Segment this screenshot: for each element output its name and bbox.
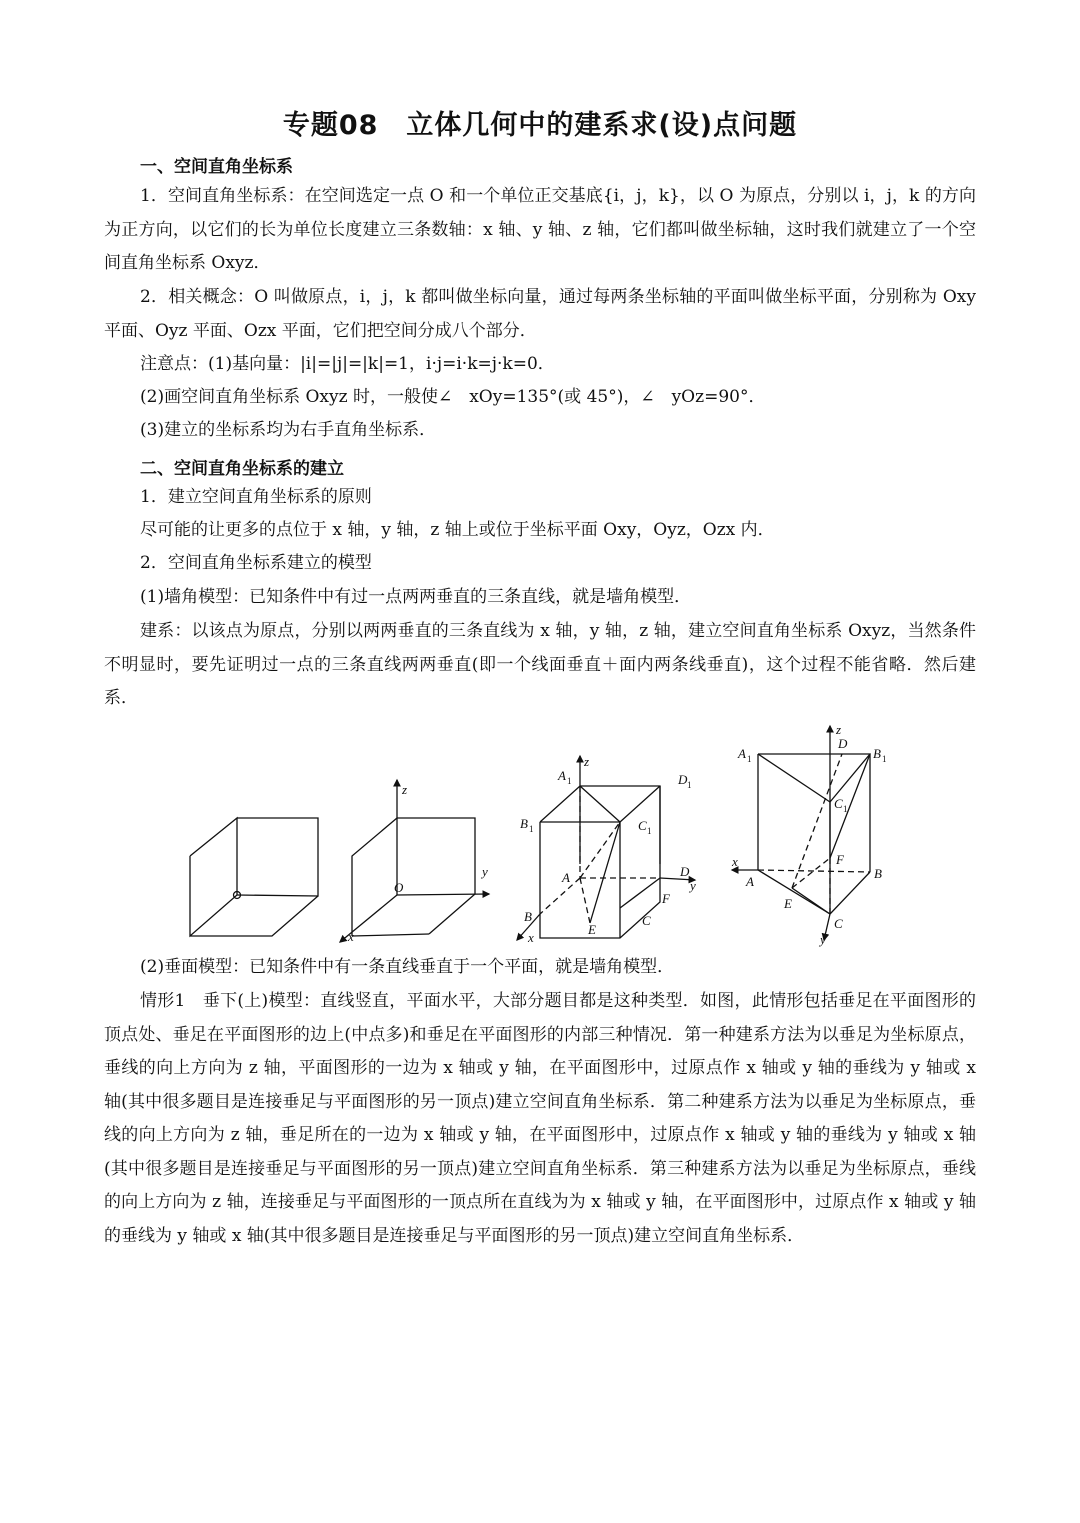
fig3-sub-a1: 1 [567,776,572,786]
fig4-sub-a1: 1 [747,754,752,764]
fig3-label-z: z [584,754,590,769]
paragraph-related-concepts: 2．相关概念：O 叫做原点，i，j，k 都叫做坐标向量，通过每两条坐标轴的平面叫做坐标平面，分别称为 Oxy 平面、Oyz 平面、Ozx 平面，它们把空间分成八个部分． [104,287,976,341]
model-heading: 2．空间直角坐标系建立的模型 [140,553,372,573]
fig4-label-b1: B [873,746,881,761]
fig3-sub-b1: 1 [529,824,534,834]
fig4-label-z: z [836,722,842,737]
fig3-label-c1: C [638,818,647,833]
fig3-label-a: A [562,870,570,885]
fig4-sub-c1: 1 [843,804,848,814]
fig3-label-a1: A [558,768,566,783]
note-basis-vectors: 注意点：(1)基向量：|i|=|j|=|k|=1，i·j=i·k=j·k=0． [140,354,555,374]
section-heading-2: 二、空间直角坐标系的建立 [140,459,344,479]
fig4-label-c1: C [834,796,843,811]
fig3-label-b: B [524,909,532,924]
wall-corner-model: (1)墙角模型：已知条件中有过一点两两垂直的三条直线，就是墙角模型． [140,587,692,607]
fig4-label-y: y [820,932,826,947]
fig2-label-z: z [402,782,408,797]
fig3-sub-c1: 1 [647,826,652,836]
fig2-label-y: y [482,864,488,879]
fig4-label-a: A [746,874,754,889]
fig4-label-a1: A [738,746,746,761]
note-drawing-angle: (2)画空间直角坐标系 Oxyz 时，一般使∠ xOy=135°(或 45°)，∠ yOz=90°． [140,387,766,407]
fig4-label-x: x [732,854,738,869]
fig2-label-o: O [394,880,404,895]
fig3-label-y: y [690,878,696,893]
fig3-label-c: C [642,913,651,928]
fig4-sub-b1: 1 [882,754,887,764]
vertical-plane-model: (2)垂面模型：已知条件中有一条直线垂直于一个平面，就是墙角模型． [140,957,675,977]
fig3-sub-d1: 1 [687,780,692,790]
fig4-label-c: C [834,916,843,931]
fig3-label-f: F [662,891,670,906]
principle-text: 尽可能的让更多的点位于 x 轴，y 轴，z 轴上或位于坐标平面 Oxy，Oyz，Ozx 内． [140,520,775,540]
fig4-label-e: E [784,896,792,911]
paragraph-build-system: 建系：以该点为原点，分别以两两垂直的三条直线为 x 轴，y 轴，z 轴，建立空间直角坐标系 Oxyz，当然条件不明显时，要先证明过一点的三条直线两两垂直(即一个线面垂直＋面内两条线垂直)，这个过程不能省略．然后建系． [104,621,976,708]
note-right-hand: (3)建立的坐标系均为右手直角坐标系． [140,420,437,440]
page-title: 专题08 立体几何中的建系求(设)点问题 [282,110,798,141]
fig3-label-d1: D [678,772,688,787]
figure-coordinate-corner [340,780,489,942]
fig4-label-d: D [838,736,848,751]
geometry-figures [180,718,900,948]
fig4-label-b: B [874,866,882,881]
figure-cube [517,756,695,940]
figure-wall-corner [190,818,318,936]
fig3-label-e: E [588,922,596,937]
fig3-label-d: D [680,864,690,879]
fig3-label-b1: B [520,816,528,831]
fig3-label-x: x [528,930,534,945]
principle-heading: 1．建立空间直角坐标系的原则 [140,487,372,507]
section-heading-1: 一、空间直角坐标系 [140,157,293,177]
paragraph-case-1: 情形1 垂下(上)模型：直线竖直，平面水平，大部分题目都是这种类型．如图，此情形包括垂足在平面图形的顶点处、垂足在平面图形的边上(中点多)和垂足在平面图形的内部三种情况．第一种建系方法为以垂足为坐标原点，垂线的向上方向为 z 轴，平面图形的一边为 x 轴或 y 轴，在平面图形中，过原点作 x 轴或 y 轴的垂线为 y 轴或 x 轴(其中很多题目是连接垂足与平面图形的另一顶点)建立空间直角坐标系．第二种建系方法为以垂足为坐标原点，垂线的向上方向为 z 轴，垂足所在的一边为 x 轴或 y 轴，在平面图形中，过原点作 x 轴或 y 轴的垂线为 y 轴或 x 轴(其中很多题目是连接垂足与平面图形的另一顶点)建立空间直角坐标系．第三种建系方法为以垂足为坐标原点，垂线的向上方向为 z 轴，连接垂足与平面图形的一顶点所在直线为为 x 轴或 y 轴，在平面图形中，过原点作 x 轴或 y 轴的垂线为 y 轴或 x 轴(其中很多题目是连接垂足与平面图形的另一顶点)建立空间直角坐标系． [104,991,976,1246]
fig2-label-x: x [348,929,354,944]
paragraph-coordinate-system: 1．空间直角坐标系：在空间选定一点 O 和一个单位正交基底{i，j，k}，以 O 为原点，分别以 i，j，k 的方向为正方向，以它们的长为单位长度建立三条数轴：x 轴、y 轴、z 轴，它们都叫做坐标轴，这时我们就建立了一个空间直角坐标系 Oxyz． [104,186,976,273]
figure-prism [732,726,870,940]
fig4-label-f: F [836,852,844,867]
